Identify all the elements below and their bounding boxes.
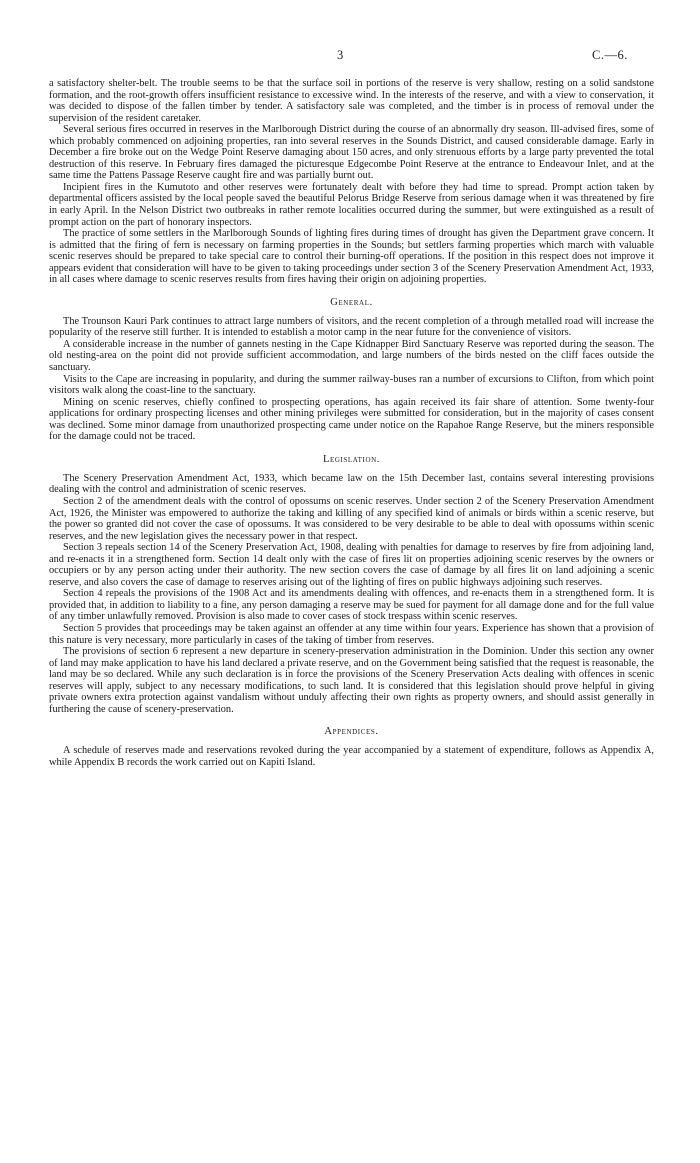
document-code: C.—6. <box>592 48 628 62</box>
section-heading-appendices: Appendices. <box>324 726 379 738</box>
paragraph: The practice of some settlers in the Marlborough Sounds of lighting fires during times of drought has given the Department grave concern. It is admitted that the firing of fern is necessary on farming properties in the Sounds; but settlers farming properties which march with valuable scenic reserves should be prepared to take special care to control their burning-off operations. If the position in this respect does not improve it appears evident that consideration will have to be given to taking proceedings under section 3 of the Scenery Preservation Amendment Act, 1933, in all cases where damage to scenic reserves results from fires having their origin on adjoining properties. <box>49 228 654 286</box>
paragraph: The Trounson Kauri Park continues to attract large numbers of visitors, and the recent completion of a through metalled road will increase the popularity of the reserve still further. It is intended to establish a motor camp in the near future for the convenience of visitors. <box>49 315 654 339</box>
paragraph: Section 5 provides that proceedings may be taken against an offender at any time within four years. Experience has shown that a provision of this nature is very necessary, more particularly in cases of the taking of timber from reserves. <box>49 622 654 646</box>
page-number: 3 <box>337 48 344 62</box>
paragraph: A considerable increase in the number of gannets nesting in the Cape Kidnapper Bird Sanctuary Reserve was reported during the season. The old nesting-area on the point did not provide sufficient accommodation, and large numbers of the birds nested on the cliff faces outside the sanctuary. <box>49 338 654 374</box>
paragraph: Section 2 of the amendment deals with the control of opossums on scenic reserves. Under section 2 of the Scenery Preservation Amendment Act, 1926, the Minister was empowered to authorize the taking and killing of any specified kind of animals or birds within a scenic reserve, but the power so granted did not cover the case of opossums. It was considered to be very desirable to be able to deal with opossums within scenic reserves, and the new legislation gives the necessary power in that respect. <box>49 495 654 542</box>
paragraph: Incipient fires in the Kumutoto and other reserves were fortunately dealt with before they had time to spread. Prompt action taken by departmental officers assisted by the local people saved the beautiful Pelorus Bridge Reserve from serious damage when it was threatened by fire in early April. In the Nelson District two outbreaks in rather remote localities occurred during the summer, but were extinguished as a result of prompt action on the part of honorary inspectors. <box>49 181 654 228</box>
paragraph: a satisfactory shelter-belt. The trouble seems to be that the surface soil in portions of the reserve is very shallow, resting on a solid sandstone formation, and the root-growth offers insufficient resistance to excessive wind. In the interests of the reserve, and with a view to conservation, it was decided to dispose of the fallen timber by tender. A satisfactory sale was completed, and the timber is in process of removal under the supervision of the resident caretaker. <box>49 78 654 124</box>
section-heading-general: General. <box>330 296 373 308</box>
page-header <box>0 48 700 64</box>
section-heading-legislation: Legislation. <box>322 453 381 465</box>
paragraph: Mining on scenic reserves, chiefly confined to prospecting operations, has again received its fair share of attention. Some twenty-four applications for ordinary prospecting licenses and other mining privileges were submitted for consideration, but in the majority of cases consent was declined. Some minor damage from unauthorized prospecting came under notice on the Rapahoe Range Reserve, but the miners responsible for the damage could not be traced. <box>49 396 654 443</box>
paragraph: The provisions of section 6 represent a new departure in scenery-preservation administration in the Dominion. Under this section any owner of land may make application to have his land declared a private reserve, and on the Government being satisfied that the request is reasonable, the land may be so declared. While any such declaration is in force the provisions of the Scenery Preservation Acts dealing with offences in scenic reserves will apply, subject to any necessary modifications, to such land. It is considered that this legislation should prove helpful in giving private owners extra protection against vandalism without unduly affecting their own rights as property owners, and should assist generally in furthering the cause of scenery-preservation. <box>49 646 654 715</box>
paragraph: Section 4 repeals the provisions of the 1908 Act and its amendments dealing with offences, and re-enacts them in a strengthened form. It is provided that, in addition to liability to a fine, any person damaging a reserve may be sued for payment for all damage done and for the full value of any timber unlawfully removed. Provision is also made to cover cases of stock trespass within scenic reserves. <box>49 588 654 623</box>
paragraph: A schedule of reserves made and reservations revoked during the year accompanied by a statement of expenditure, follows as Appendix A, while Appendix B records the work carried out on Kapiti Island. <box>49 745 654 768</box>
paragraph: Visits to the Cape are increasing in popularity, and during the summer railway-buses ran a number of excursions to Clifton, from which point visitors walk along the coast-line to the sanctuary. <box>49 373 654 397</box>
paragraph: The Scenery Preservation Amendment Act, 1933, which became law on the 15th December last, contains several interesting provisions dealing with the control and administration of scenic reserves. <box>49 472 654 496</box>
paragraph: Several serious fires occurred in reserves in the Marlborough District during the course of an abnormally dry season. Ill-advised fires, some of which probably commenced on adjoining properties, ran into several reserves in the Sounds District, and caused considerable damage. Early in December a fire broke out on the Wedge Point Reserve damaging about 150 acres, and only strenuous efforts by a large party prevented the total destruction of this reserve. In February fires damaged the picturesque Edgecombe Point Reserve at the entrance to Endeavour Inlet, and at the same time the Pattens Passage Reserve caught fire and was partially burnt out. <box>49 124 654 182</box>
paragraph: Section 3 repeals section 14 of the Scenery Preservation Act, 1908, dealing with penalties for damage to reserves by fire from adjoining land, and re-enacts it in a strengthened form. Section 14 dealt only with the case of fires lit on properties adjoining scenic reserves by the owners or occupiers or by any person acting under their authority. The new section covers the case of damage by all fires lit on land adjoining a scenic reserve, and also covers the case of damage to reserves arising out of the lighting of fires on public highways adjoining such reserves. <box>49 542 654 588</box>
document-body <box>49 78 654 768</box>
